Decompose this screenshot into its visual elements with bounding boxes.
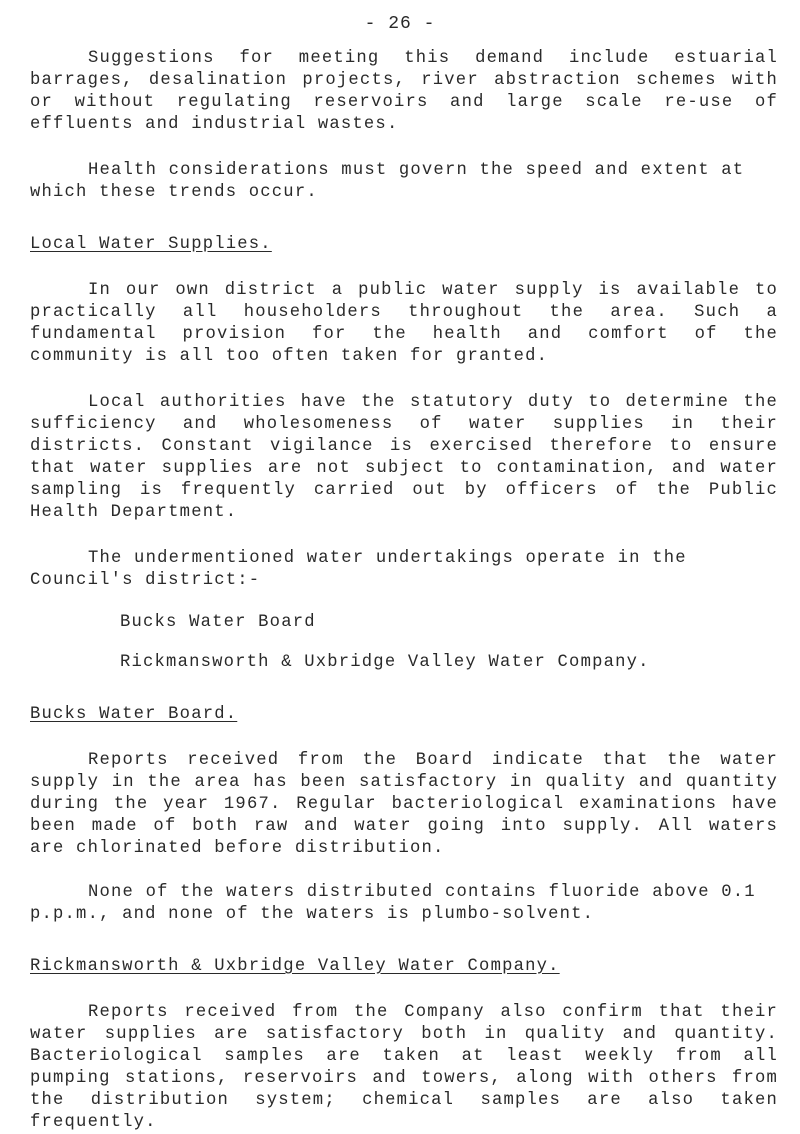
heading-bucks-water-board: Bucks Water Board. [30, 705, 238, 724]
paragraph-public-supply: In our own district a public water supply is available to practically all householders throughout the area. Such a fundamental provision for the health and comfort of the community is all too often taken for granted. [30, 281, 778, 366]
paragraph-health-considerations: Health considerations must govern the speed and extent at which these trends occur. [30, 161, 745, 202]
page-number: - 26 - [364, 14, 436, 34]
paragraph-undertakings: The undermentioned water undertakings operate in the Council's district:- [30, 549, 687, 590]
paragraph-rickmansworth-reports: Reports received from the Company also confirm that their water supplies are satisfactory both in quality and quantity. Bacteriological samples are taken at least weekly from all pumping stations, reservoirs and towers, along with others from the distribution system; chemical samples are also taken frequently. [30, 1003, 778, 1132]
paragraph-bucks-reports: Reports received from the Board indicate that the water supply in the area has been satisfactory in quality and quantity during the year 1967. Regular bacteriological examinations have been made of both raw and water going into supply. All waters are chlorinated before distribution. [30, 751, 778, 858]
list-item-bucks-water-board: Bucks Water Board [120, 613, 316, 632]
paragraph-demand-suggestions: Suggestions for meeting this demand include estuarial barrages, desalination projects, river abstraction schemes with or without regulating reservoirs and large scale re-use of effluents and industrial wastes. [30, 49, 778, 134]
heading-local-water-supplies: Local Water Supplies. [30, 235, 272, 254]
list-item-rickmansworth-company: Rickmansworth & Uxbridge Valley Water Company. [120, 653, 650, 672]
document-body [30, 48, 778, 1134]
paragraph-statutory-duty: Local authorities have the statutory duty to determine the sufficiency and wholesomeness of water supplies in their districts. Constant vigilance is exercised therefore to ensure that water supplies are not subject to contamination, and water sampling is frequently carried out by officers of the Public Health Department. [30, 393, 778, 522]
paragraph-fluoride: None of the waters distributed contains fluoride above 0.1 p.p.m., and none of the waters is plumbo-solvent. [30, 883, 756, 924]
heading-rickmansworth-company: Rickmansworth & Uxbridge Valley Water Company. [30, 957, 560, 976]
